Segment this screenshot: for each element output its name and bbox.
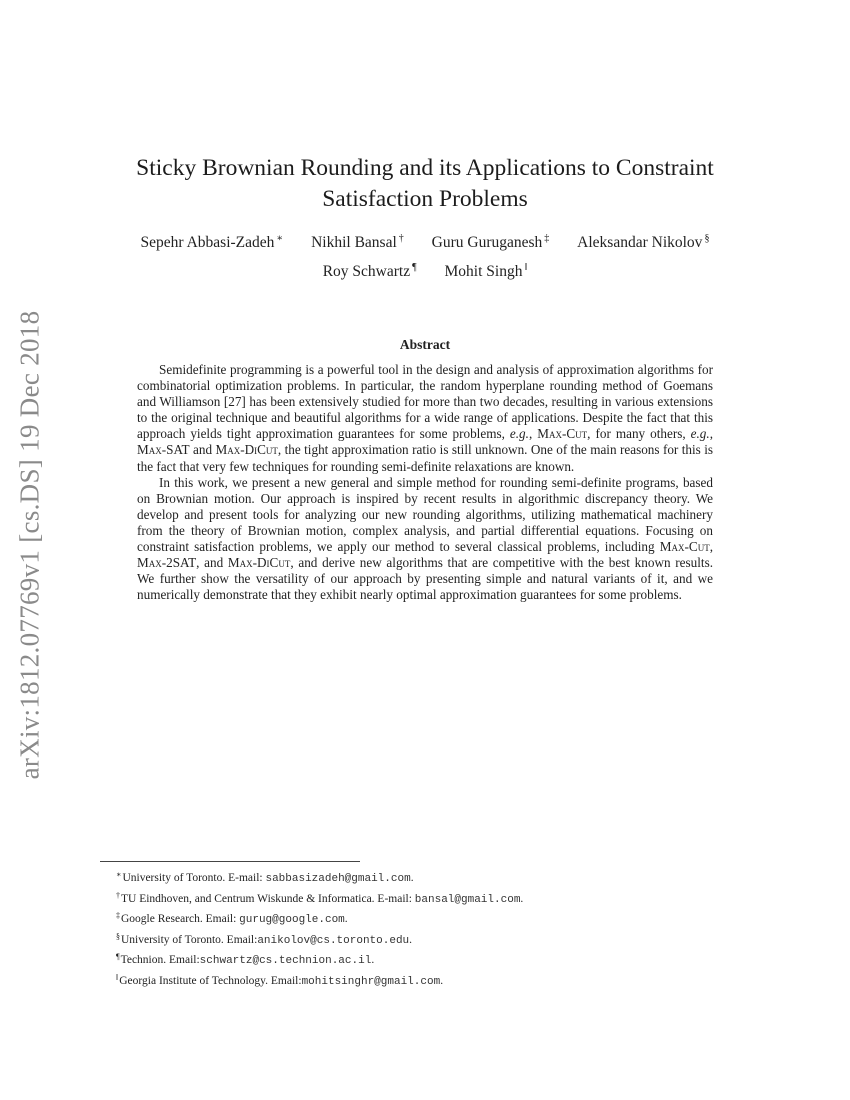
author-singh: Mohit Singh ‖ [444,262,528,280]
footnote-item: ∗University of Toronto. E-mail: sabbasizadeh@gmail.com. [116,870,414,885]
author-nikolov: Aleksandar Nikolov § [577,233,710,251]
footnote-item: ¶Technion. Email:schwartz@cs.technion.ac.il. [116,952,375,968]
abstract-paragraph-1: Semidefinite programming is a powerful tool in the design and analysis of approximation algorithms for combinatorial optimization problems. In particular, the random hyperplane rounding method of Goemans and Williamson [27] has been extensively studied for more than two decades, resulting in various extensions to the original technique and beautiful algorithms for a wide range of applications. Despite the fact that this approach yields tight approximation guarantees for some problems, e.g., Max-Cut, for many others, e.g., Max-SAT and Max-DiCut, the tight approximation ratio is still unknown. One of the main reasons for this is the fact that very few techniques for rounding semi-definite relaxations are known. [137,362,714,474]
abstract-paragraph-2: In this work, we present a new general and simple method for rounding semi-definite programs, based on Brownian motion. Our approach is inspired by recent results in algorithmic discrepancy theory. We develop and present tools for analyzing our new rounding algorithms, utilizing mathematical machinery from the theory of Brownian motion, complex analysis, and partial differential equations. Focusing on constraint satisfaction problems, we apply our method to several classical problems, including Max-Cut, Max-2SAT, and Max-DiCut, and derive new algorithms that are competitive with the best known results. We further show the versatility of our approach by presenting simple and natural variants of it, and we numerically demonstrate that they exhibit nearly optimal approximation guarantees for some problems. [137,474,714,603]
paper-title: Sticky Brownian Rounding and its Applications to Constraint Satisfaction Problems [136,155,714,212]
footnote-item: ‡Google Research. Email: gurug@google.com. [116,911,348,927]
abstract-heading: Abstract [399,337,451,352]
email-link[interactable]: schwartz@cs.technion.ac.il [199,955,372,968]
footnote-item: §University of Toronto. Email:anikolov@cs.toronto.edu. [116,931,413,947]
email-link[interactable]: sabbasizadeh@gmail.com [265,873,411,885]
email-link[interactable]: mohitsinghr@gmail.com [301,975,441,988]
footnotes [116,867,756,991]
footnote-item: ‖Georgia Institute of Technology. Email:mohitsinghr@gmail.com. [116,972,444,988]
footnote-item: †TU Eindhoven, and Centrum Wiskunde & Informatica. E-mail: bansal@gmail.com. [116,890,524,906]
author-schwartz: Roy Schwartz ¶ [322,262,417,280]
abstract-body [137,362,713,603]
email-link[interactable]: anikolov@cs.toronto.edu [257,934,410,947]
author-abbasi-zadeh: Sepehr Abbasi-Zadeh ∗ [140,233,284,251]
footnote-divider [100,861,360,862]
author-guruganesh: Guru Guruganesh ‡ [431,233,550,251]
arxiv-id-text: arXiv:1812.07769v1 [cs.DS] 19 Dec 2018 [14,310,45,780]
email-link[interactable]: bansal@gmail.com [414,893,521,906]
author-bansal: Nikhil Bansal † [311,233,404,251]
author-row-2 [60,262,790,281]
author-row-1 [60,233,790,252]
email-link[interactable]: gurug@google.com [239,914,345,927]
